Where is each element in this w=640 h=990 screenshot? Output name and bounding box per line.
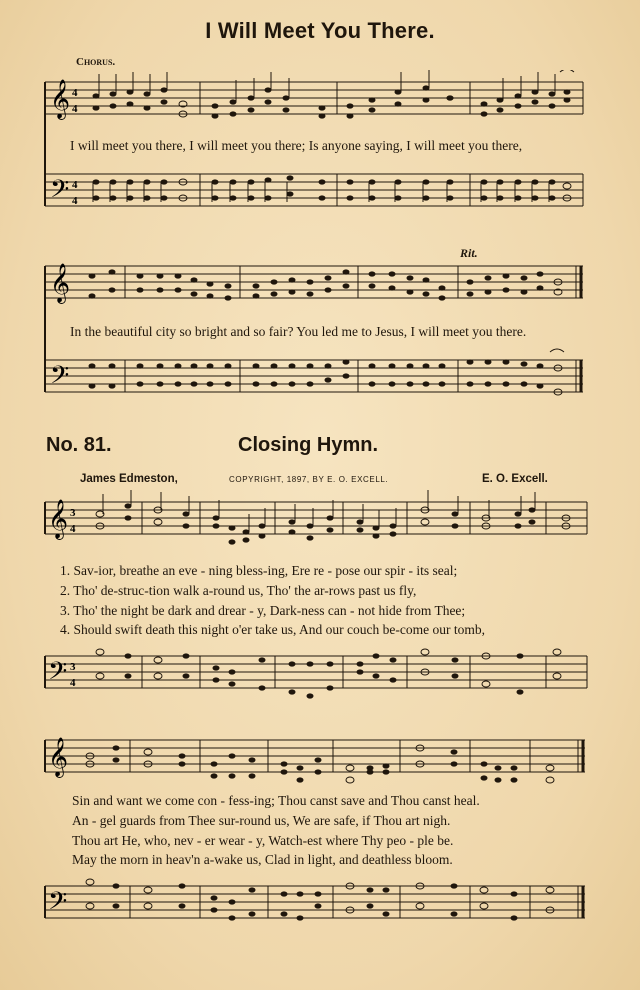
music-system-3-bass <box>0 642 640 712</box>
music-system-4-bass <box>0 872 640 942</box>
composer-credit: E. O. Excell. <box>482 473 548 485</box>
svg-text:𝄞: 𝄞 <box>48 499 69 539</box>
svg-text:4: 4 <box>70 523 76 535</box>
music-system-3-treble <box>0 488 640 568</box>
svg-text:4: 4 <box>72 87 78 99</box>
verse-2-line-2: An - gel guards from Thee sur-round us, We are safe, if Thou art nigh. <box>72 813 451 828</box>
copyright-notice: COPYRIGHT, 1897, BY E. O. EXCELL. <box>229 475 389 484</box>
verse-2-line-1: 2. Tho' de-struc-tion walk a-round us, Tho' the ar-rows past us fly, <box>60 583 417 598</box>
lyric-line-1: I will meet you there, I will meet you there; Is anyone saying, I will meet you there, <box>70 138 523 153</box>
svg-text:𝄞: 𝄞 <box>50 263 71 303</box>
svg-text:4: 4 <box>72 195 78 207</box>
svg-text:4: 4 <box>72 179 78 191</box>
svg-text:4: 4 <box>70 677 76 689</box>
svg-text:𝄢: 𝄢 <box>50 175 70 210</box>
svg-text:3: 3 <box>70 507 76 519</box>
svg-text:𝄢: 𝄢 <box>50 361 70 396</box>
svg-text:4: 4 <box>72 103 78 115</box>
lyricist-credit: James Edmeston, <box>80 473 178 485</box>
lyric-line-2: In the beautiful city so bright and so fair? You led me to Jesus, I will meet you there. <box>70 324 527 339</box>
verse-3-line-2: Thou art He, who, nev - er wear - y, Watch-est where Thy peo - ple be. <box>72 833 454 848</box>
svg-text:𝄢: 𝄢 <box>48 657 68 692</box>
svg-text:𝄞: 𝄞 <box>50 79 71 119</box>
song-title: I Will Meet You There. <box>205 18 435 43</box>
hymn-number: No. 81. <box>46 434 112 456</box>
chorus-label: Chorus. <box>76 56 116 68</box>
verse-1-line-2: Sin and want we come con - fess-ing; Thou canst save and Thou canst heal. <box>72 793 480 808</box>
verse-4-line-1: 4. Should swift death this night o'er take us, And our couch be-come our tomb, <box>60 622 485 637</box>
verse-4-line-2: May the morn in heav'n a-wake us, Clad in light, and deathless bloom. <box>72 852 453 867</box>
ritardando-mark: Rit. <box>460 246 478 260</box>
svg-text:𝄢: 𝄢 <box>48 887 68 922</box>
hymn-title: Closing Hymn. <box>238 434 379 456</box>
verse-3-line-1: 3. Tho' the night be dark and drear - y, Dark-ness can - not hide from Thee; <box>60 603 466 618</box>
svg-text:𝄞: 𝄞 <box>48 737 69 777</box>
svg-text:3: 3 <box>70 661 76 673</box>
verse-1-line-1: 1. Sav-ior, breathe an eve - ning bless-ing, Ere re - pose our spir - its seal; <box>60 563 458 578</box>
